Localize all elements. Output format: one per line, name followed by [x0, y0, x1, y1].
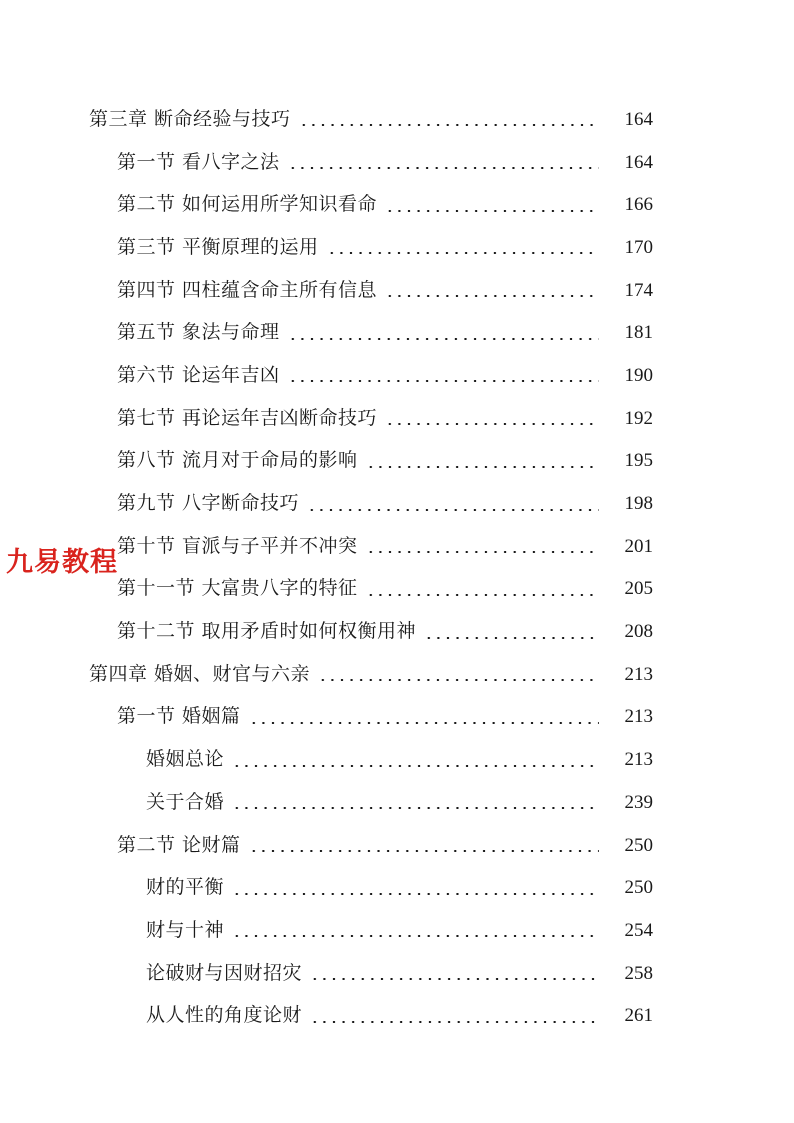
dot-leader	[385, 210, 599, 212]
dot-leader	[310, 1021, 599, 1023]
toc-entry-page: 192	[624, 407, 653, 429]
dot-leader	[288, 338, 599, 340]
toc-entry-page: 170	[624, 236, 653, 258]
toc-entry-page: 198	[624, 493, 653, 515]
toc-entry[interactable]	[0, 653, 794, 696]
toc-entry[interactable]	[0, 311, 794, 354]
dot-leader	[232, 807, 599, 809]
dot-leader	[366, 594, 599, 596]
toc-entry[interactable]	[0, 269, 794, 312]
toc-entry[interactable]	[0, 98, 794, 141]
toc-entry-page: 190	[624, 364, 653, 386]
toc-entry-title: 第四章 婚姻、财官与六亲	[89, 662, 311, 685]
toc-entry-title: 关于合婚	[146, 790, 225, 813]
dot-leader	[288, 167, 599, 169]
toc-entry-title: 第九节 八字断命技巧	[117, 492, 300, 515]
toc-entry[interactable]	[0, 738, 794, 781]
toc-entry[interactable]	[0, 440, 794, 483]
toc-entry-page: 208	[624, 621, 653, 643]
toc-entry-page: 195	[624, 450, 653, 472]
toc-entry-page: 164	[624, 151, 653, 173]
toc-entry-page: 250	[624, 877, 653, 899]
dot-leader	[299, 124, 599, 126]
toc-entry[interactable]	[0, 482, 794, 525]
toc-entry-page: 205	[624, 578, 653, 600]
toc-entry[interactable]	[0, 909, 794, 952]
toc-entry-title: 第六节 论运年吉凶	[117, 363, 280, 386]
dot-leader	[318, 679, 599, 681]
dot-leader	[232, 893, 599, 895]
toc-entry-title: 从人性的角度论财	[146, 1004, 303, 1027]
dot-leader	[366, 551, 599, 553]
toc-entry-title: 第十二节 取用矛盾时如何权衡用神	[117, 620, 417, 643]
toc-entry-title: 财与十神	[146, 918, 225, 941]
dot-leader	[424, 637, 599, 639]
toc-entry[interactable]	[0, 781, 794, 824]
dot-leader	[385, 295, 599, 297]
toc-entry-page: 213	[624, 706, 653, 728]
toc-entry[interactable]	[0, 525, 794, 568]
toc-entry[interactable]	[0, 696, 794, 739]
toc-entry-title: 第三章 断命经验与技巧	[89, 107, 291, 130]
watermark: 九易教程	[6, 547, 118, 578]
toc-entry[interactable]	[0, 141, 794, 184]
toc-entry-title: 第三节 平衡原理的运用	[117, 235, 319, 258]
toc-entry-title: 第十节 盲派与子平并不冲突	[117, 534, 358, 557]
toc-entry-page: 213	[624, 663, 653, 685]
toc-entry-page: 181	[624, 322, 653, 344]
dot-leader	[288, 380, 599, 382]
toc-entry[interactable]	[0, 183, 794, 226]
toc-entry-title: 第十一节 大富贵八字的特征	[117, 577, 358, 600]
toc-entry-title: 第一节 看八字之法	[117, 150, 280, 173]
toc-entry-page: 239	[624, 791, 653, 813]
toc-entry-title: 第四节 四柱蕴含命主所有信息	[117, 278, 378, 301]
toc-entry-title: 第二节 如何运用所学知识看命	[117, 193, 378, 216]
dot-leader	[327, 252, 599, 254]
toc-entry-title: 第七节 再论运年吉凶断命技巧	[117, 406, 378, 429]
toc-entry-page: 201	[624, 535, 653, 557]
toc-entry-title: 财的平衡	[146, 876, 225, 899]
toc-entry-title: 第一节 婚姻篇	[117, 705, 241, 728]
toc-entry-page: 254	[624, 919, 653, 941]
dot-leader	[366, 466, 599, 468]
dot-leader	[385, 423, 599, 425]
toc-entry[interactable]	[0, 824, 794, 867]
toc-entry[interactable]	[0, 866, 794, 909]
toc-entry-page: 166	[624, 194, 653, 216]
toc-entry[interactable]	[0, 994, 794, 1037]
toc-entry[interactable]	[0, 354, 794, 397]
dot-leader	[310, 978, 599, 980]
toc-entry-title: 论破财与因财招灾	[146, 961, 303, 984]
toc-entry-page: 174	[624, 279, 653, 301]
toc-entry[interactable]	[0, 952, 794, 995]
dot-leader	[249, 850, 599, 852]
dot-leader	[232, 765, 599, 767]
toc-entry[interactable]	[0, 397, 794, 440]
toc-entry[interactable]	[0, 226, 794, 269]
toc-entry-title: 第五节 象法与命理	[117, 321, 280, 344]
toc-entry-page: 164	[624, 108, 653, 130]
toc-entry-page: 213	[624, 749, 653, 771]
toc-entry-page: 261	[624, 1005, 653, 1027]
toc-entry-page: 258	[624, 962, 653, 984]
dot-leader	[249, 722, 599, 724]
toc-entry[interactable]	[0, 610, 794, 653]
toc-entry-title: 婚姻总论	[146, 748, 225, 771]
dot-leader	[307, 509, 599, 511]
dot-leader	[232, 935, 599, 937]
toc-entry-title: 第二节 论财篇	[117, 833, 241, 856]
toc-entry[interactable]	[0, 568, 794, 611]
toc-entry-page: 250	[624, 834, 653, 856]
toc-entry-title: 第八节 流月对于命局的影响	[117, 449, 358, 472]
table-of-contents	[0, 98, 794, 1037]
